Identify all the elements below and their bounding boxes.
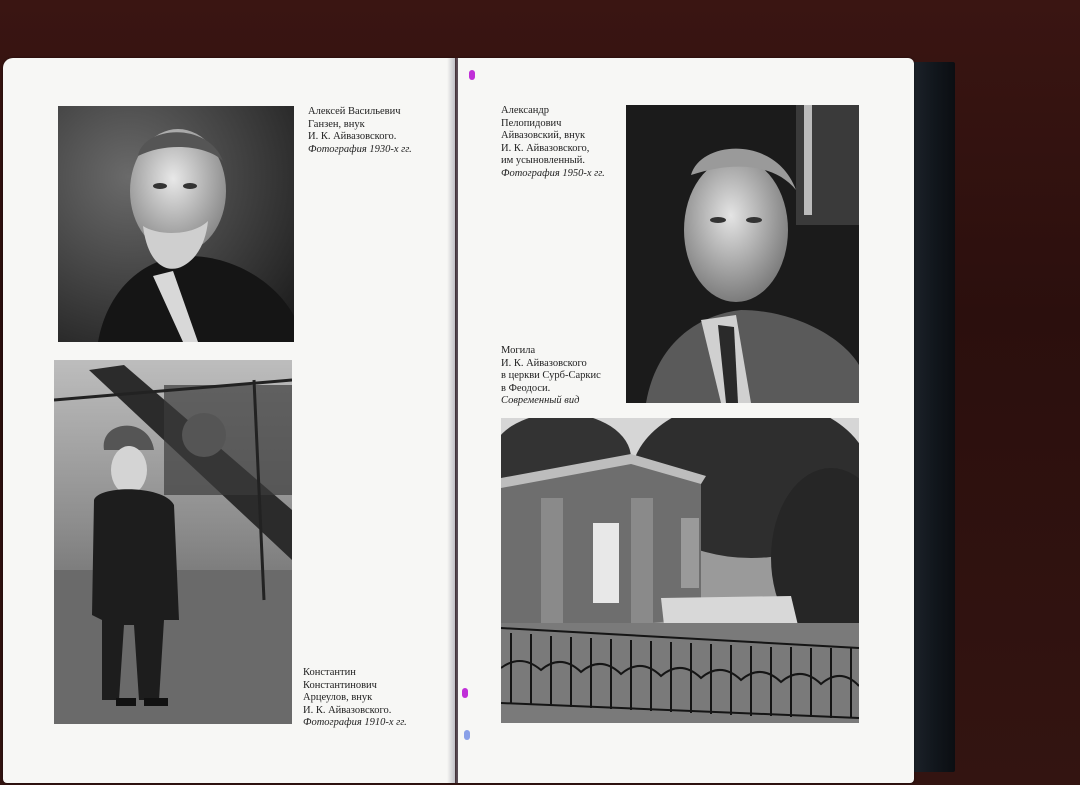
highlight-mark	[462, 688, 468, 698]
show-through-text	[321, 363, 324, 375]
caption-line: в церкви Сурб-Саркис	[501, 370, 601, 381]
caption-line: Пелопидович	[501, 117, 562, 129]
caption-line: Алексей Васильевич	[308, 106, 401, 117]
caption-date: Современный вид	[501, 395, 580, 406]
caption-date: Фотография 1950-х гг.	[501, 167, 605, 179]
caption-line: И. К. Айвазовского	[501, 357, 587, 369]
caption-line: Арцеулов, внук	[303, 692, 373, 703]
caption-line: И. К. Айвазовского.	[308, 131, 397, 142]
caption-artseulov	[303, 667, 407, 730]
caption-line: в Феодоси.	[501, 382, 551, 394]
caption-line: И. К. Айвазовского,	[501, 142, 590, 154]
highlight-mark	[469, 70, 475, 80]
caption-line: Константин	[303, 667, 356, 678]
caption-line: им усыновленный.	[501, 155, 585, 166]
caption-line: Айвазовский, внук	[501, 130, 586, 141]
caption-line: Александр	[501, 105, 549, 116]
caption-date: Фотография 1930-х гг.	[308, 143, 412, 155]
caption-aivazovsky-grandson	[501, 105, 605, 180]
caption-line: Константинович	[303, 679, 377, 691]
caption-line: Ганзен, внук	[308, 118, 365, 130]
caption-line: Могила	[501, 345, 536, 356]
photo-artseulov-aviator	[54, 360, 292, 724]
highlight-mark	[464, 730, 470, 740]
photo-grave-surb-sarkis	[501, 418, 859, 723]
caption-line: И. К. Айвазовского.	[303, 704, 392, 716]
photo-aivazovsky-grandson-portrait	[626, 105, 859, 403]
caption-date: Фотография 1910-х гг.	[303, 717, 407, 728]
caption-ganzen	[308, 106, 412, 156]
caption-grave	[501, 345, 601, 408]
right-page	[458, 58, 914, 783]
left-page	[3, 58, 455, 783]
photo-ganzen-portrait	[58, 106, 294, 342]
